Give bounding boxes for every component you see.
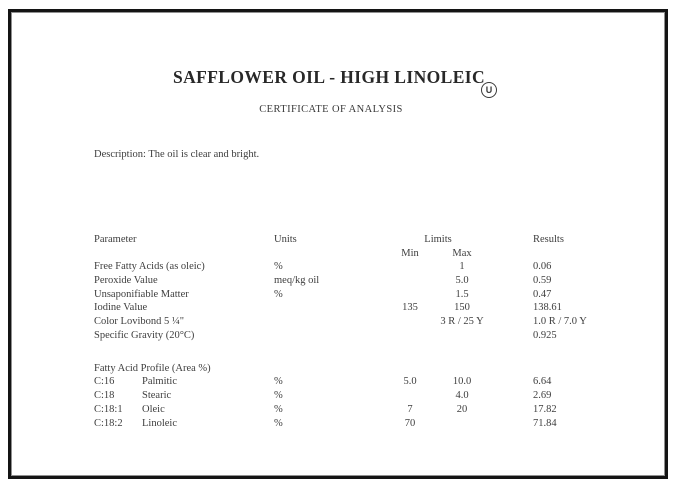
col-header-min: Min xyxy=(401,247,419,259)
table-row xyxy=(94,375,634,389)
fatty-code-cell: C:18:1 xyxy=(94,403,123,415)
table-header-row xyxy=(94,233,634,247)
table-row xyxy=(94,288,634,302)
fatty-code-cell: C:18 xyxy=(94,389,115,401)
table-row xyxy=(94,315,634,329)
table-spacer xyxy=(94,343,634,362)
fatty-name-cell: Palmitic xyxy=(142,376,177,388)
table-row xyxy=(94,417,634,431)
parameter-cell: Free Fatty Acids (as oleic) xyxy=(94,261,205,273)
max-cell: 4.0 xyxy=(455,389,469,401)
table-subheader-row xyxy=(94,247,634,261)
min-cell: 135 xyxy=(402,302,418,314)
units-cell: % xyxy=(274,403,283,415)
analysis-table xyxy=(94,233,634,430)
parameter-cell: Peroxide Value xyxy=(94,275,158,287)
col-header-results: Results xyxy=(533,234,564,245)
fatty-acid-section-label: Fatty Acid Profile (Area %) xyxy=(94,362,211,374)
fatty-name-cell: Oleic xyxy=(142,403,165,415)
max-cell: 10.0 xyxy=(452,376,472,388)
results-cell: 138.61 xyxy=(533,302,562,314)
results-cell: 2.69 xyxy=(533,389,552,401)
results-cell: 17.82 xyxy=(533,403,557,415)
results-cell: 0.925 xyxy=(533,329,557,341)
col-header-units: Units xyxy=(274,234,297,245)
kosher-ou-icon xyxy=(481,82,497,98)
max-cell: 150 xyxy=(454,302,470,314)
results-cell: 0.47 xyxy=(533,288,552,300)
results-cell: 1.0 R / 7.0 Y xyxy=(533,316,587,328)
document-title: SAFFLOWER OIL - HIGH LINOLEIC xyxy=(172,67,486,87)
col-header-limits: Limits xyxy=(424,234,452,245)
max-cell: 20 xyxy=(456,403,468,415)
table-row xyxy=(94,389,634,403)
document-subtitle: CERTIFICATE OF ANALYSIS xyxy=(259,104,403,115)
col-header-max: Max xyxy=(452,247,472,259)
parameter-cell: Unsaponifiable Matter xyxy=(94,288,189,300)
table-row xyxy=(94,403,634,417)
units-cell: % xyxy=(274,376,283,388)
units-cell: % xyxy=(274,261,283,273)
max-cell: 1 xyxy=(459,261,465,273)
min-cell: 70 xyxy=(404,417,416,429)
fatty-name-cell: Linoleic xyxy=(142,417,177,429)
results-cell: 6.64 xyxy=(533,376,552,388)
page-border-frame xyxy=(8,9,668,479)
parameter-cell: Color Lovibond 5 ¼" xyxy=(94,316,185,328)
min-cell: 7 xyxy=(407,403,413,415)
table-row xyxy=(94,260,634,274)
max-cell: 5.0 xyxy=(455,275,469,287)
results-cell: 0.06 xyxy=(533,261,552,273)
table-row xyxy=(94,274,634,288)
max-cell: 3 R / 25 Y xyxy=(440,316,484,328)
min-cell: 5.0 xyxy=(403,376,417,388)
units-cell: % xyxy=(274,417,283,429)
fatty-code-cell: C:18:2 xyxy=(94,417,123,429)
parameter-cell: Iodine Value xyxy=(94,302,148,314)
table-row xyxy=(94,301,634,315)
parameter-cell: Specific Gravity (20°C) xyxy=(94,329,195,341)
col-header-parameter: Parameter xyxy=(94,234,137,245)
description-text: Description: The oil is clear and bright. xyxy=(94,149,260,160)
results-cell: 0.59 xyxy=(533,275,552,287)
results-cell: 71.84 xyxy=(533,417,557,429)
table-row xyxy=(94,329,634,343)
units-cell: % xyxy=(274,288,283,300)
units-cell: % xyxy=(274,389,283,401)
table-section-row xyxy=(94,362,634,376)
fatty-code-cell: C:16 xyxy=(94,376,115,388)
kosher-ou-letter: U xyxy=(485,85,493,95)
fatty-name-cell: Stearic xyxy=(142,389,172,401)
max-cell: 1.5 xyxy=(455,288,469,300)
units-cell: meq/kg oil xyxy=(274,275,320,287)
